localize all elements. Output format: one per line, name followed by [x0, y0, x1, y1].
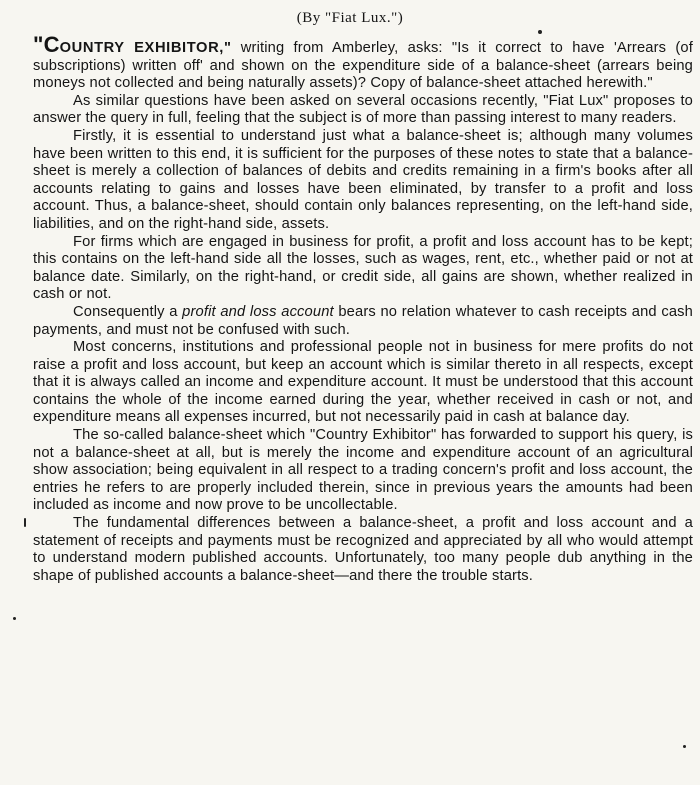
print-speck [683, 745, 686, 748]
lead-in-caps: OUNTRY EXHIBITOR," [59, 40, 232, 56]
paragraph-1 [33, 32, 693, 93]
paragraph-8: The fundamental differences between a balance-sheet, a profit and loss account and a statement of receipts and payments must be recognized and appreciated by all who would attempt to understand modern published accounts. Unfortunately, too many people dub anything in the shape of published accounts a balance-sheet—and there the trouble starts. [33, 515, 693, 584]
paragraph-6: Most concerns, institutions and professional people not in business for mere profits do not raise a profit and loss account, but keep an account which is similar thereto in all respects, except that it is always called an income and expenditure account. It must be understood that this account contains the whole of the income earned during the year, whether received in cash or not, and expenditure means all expenses incurred, but not necessarily paid in cash at balance day. [33, 339, 693, 426]
paragraph-4: For firms which are engaged in business for profit, a profit and loss account has to be kept; this contains on the left-hand side all the losses, such as wages, rent, etc., whether paid or not at balance date. Similarly, on the right-hand, or credit side, all gains are shown, whether realized in cash or not. [33, 233, 693, 303]
article-body [33, 32, 693, 585]
print-speck [24, 518, 26, 527]
drop-cap: C [43, 32, 60, 57]
byline: (By "Fiat Lux.") [296, 10, 404, 26]
print-speck [13, 617, 16, 620]
paragraph-5-start: Consequently a [73, 303, 183, 320]
italic-term: profit and loss account [182, 303, 334, 320]
paragraph-3: Firstly, it is essential to understand just what a balance-sheet is; although many volumes have been written to this end, it is sufficient for the purposes of these notes to state that a balance-sheet is merely a collection of balances of debits and credits remaining in a firm's books after all accounts relating to gains and losses have been eliminated, by transfer to a profit and loss account. Thus, a balance-sheet, should contain only balances representing, on the left-hand side, liabilities, and on the right-hand side, assets. [33, 127, 693, 232]
print-speck [538, 30, 542, 34]
paragraph-7: The so-called balance-sheet which "Country Exhibitor" has forwarded to support his query, is not a balance-sheet at all, but is merely the income and expenditure account of an agricultural show association; being equivalent in all respect to a trading concern's profit and loss account, the entries he refers to are properly included therein, since in previous years the amounts had been included as income and now prove to be uncollectable. [33, 427, 693, 514]
opening-quote: " [33, 32, 44, 57]
paragraph-5-end: bears no relation whatever to cash receipts and cash payments, and must not be confused with such. [33, 303, 693, 338]
paragraph-5 [33, 304, 693, 339]
paragraph-1-text: writing from Amberley, asks: "Is it correct to have 'Arrears (of subscriptions) written off' and shown on the expenditure side of a balance-sheet (arrears being moneys not collected and being naturally assets)? Copy of balance-sheet attached herewith." [33, 40, 693, 92]
paragraph-2: As similar questions have been asked on several occasions recently, "Fiat Lux" proposes to answer the query in full, feeling that the subject is of more than passing interest to many readers. [33, 92, 693, 127]
